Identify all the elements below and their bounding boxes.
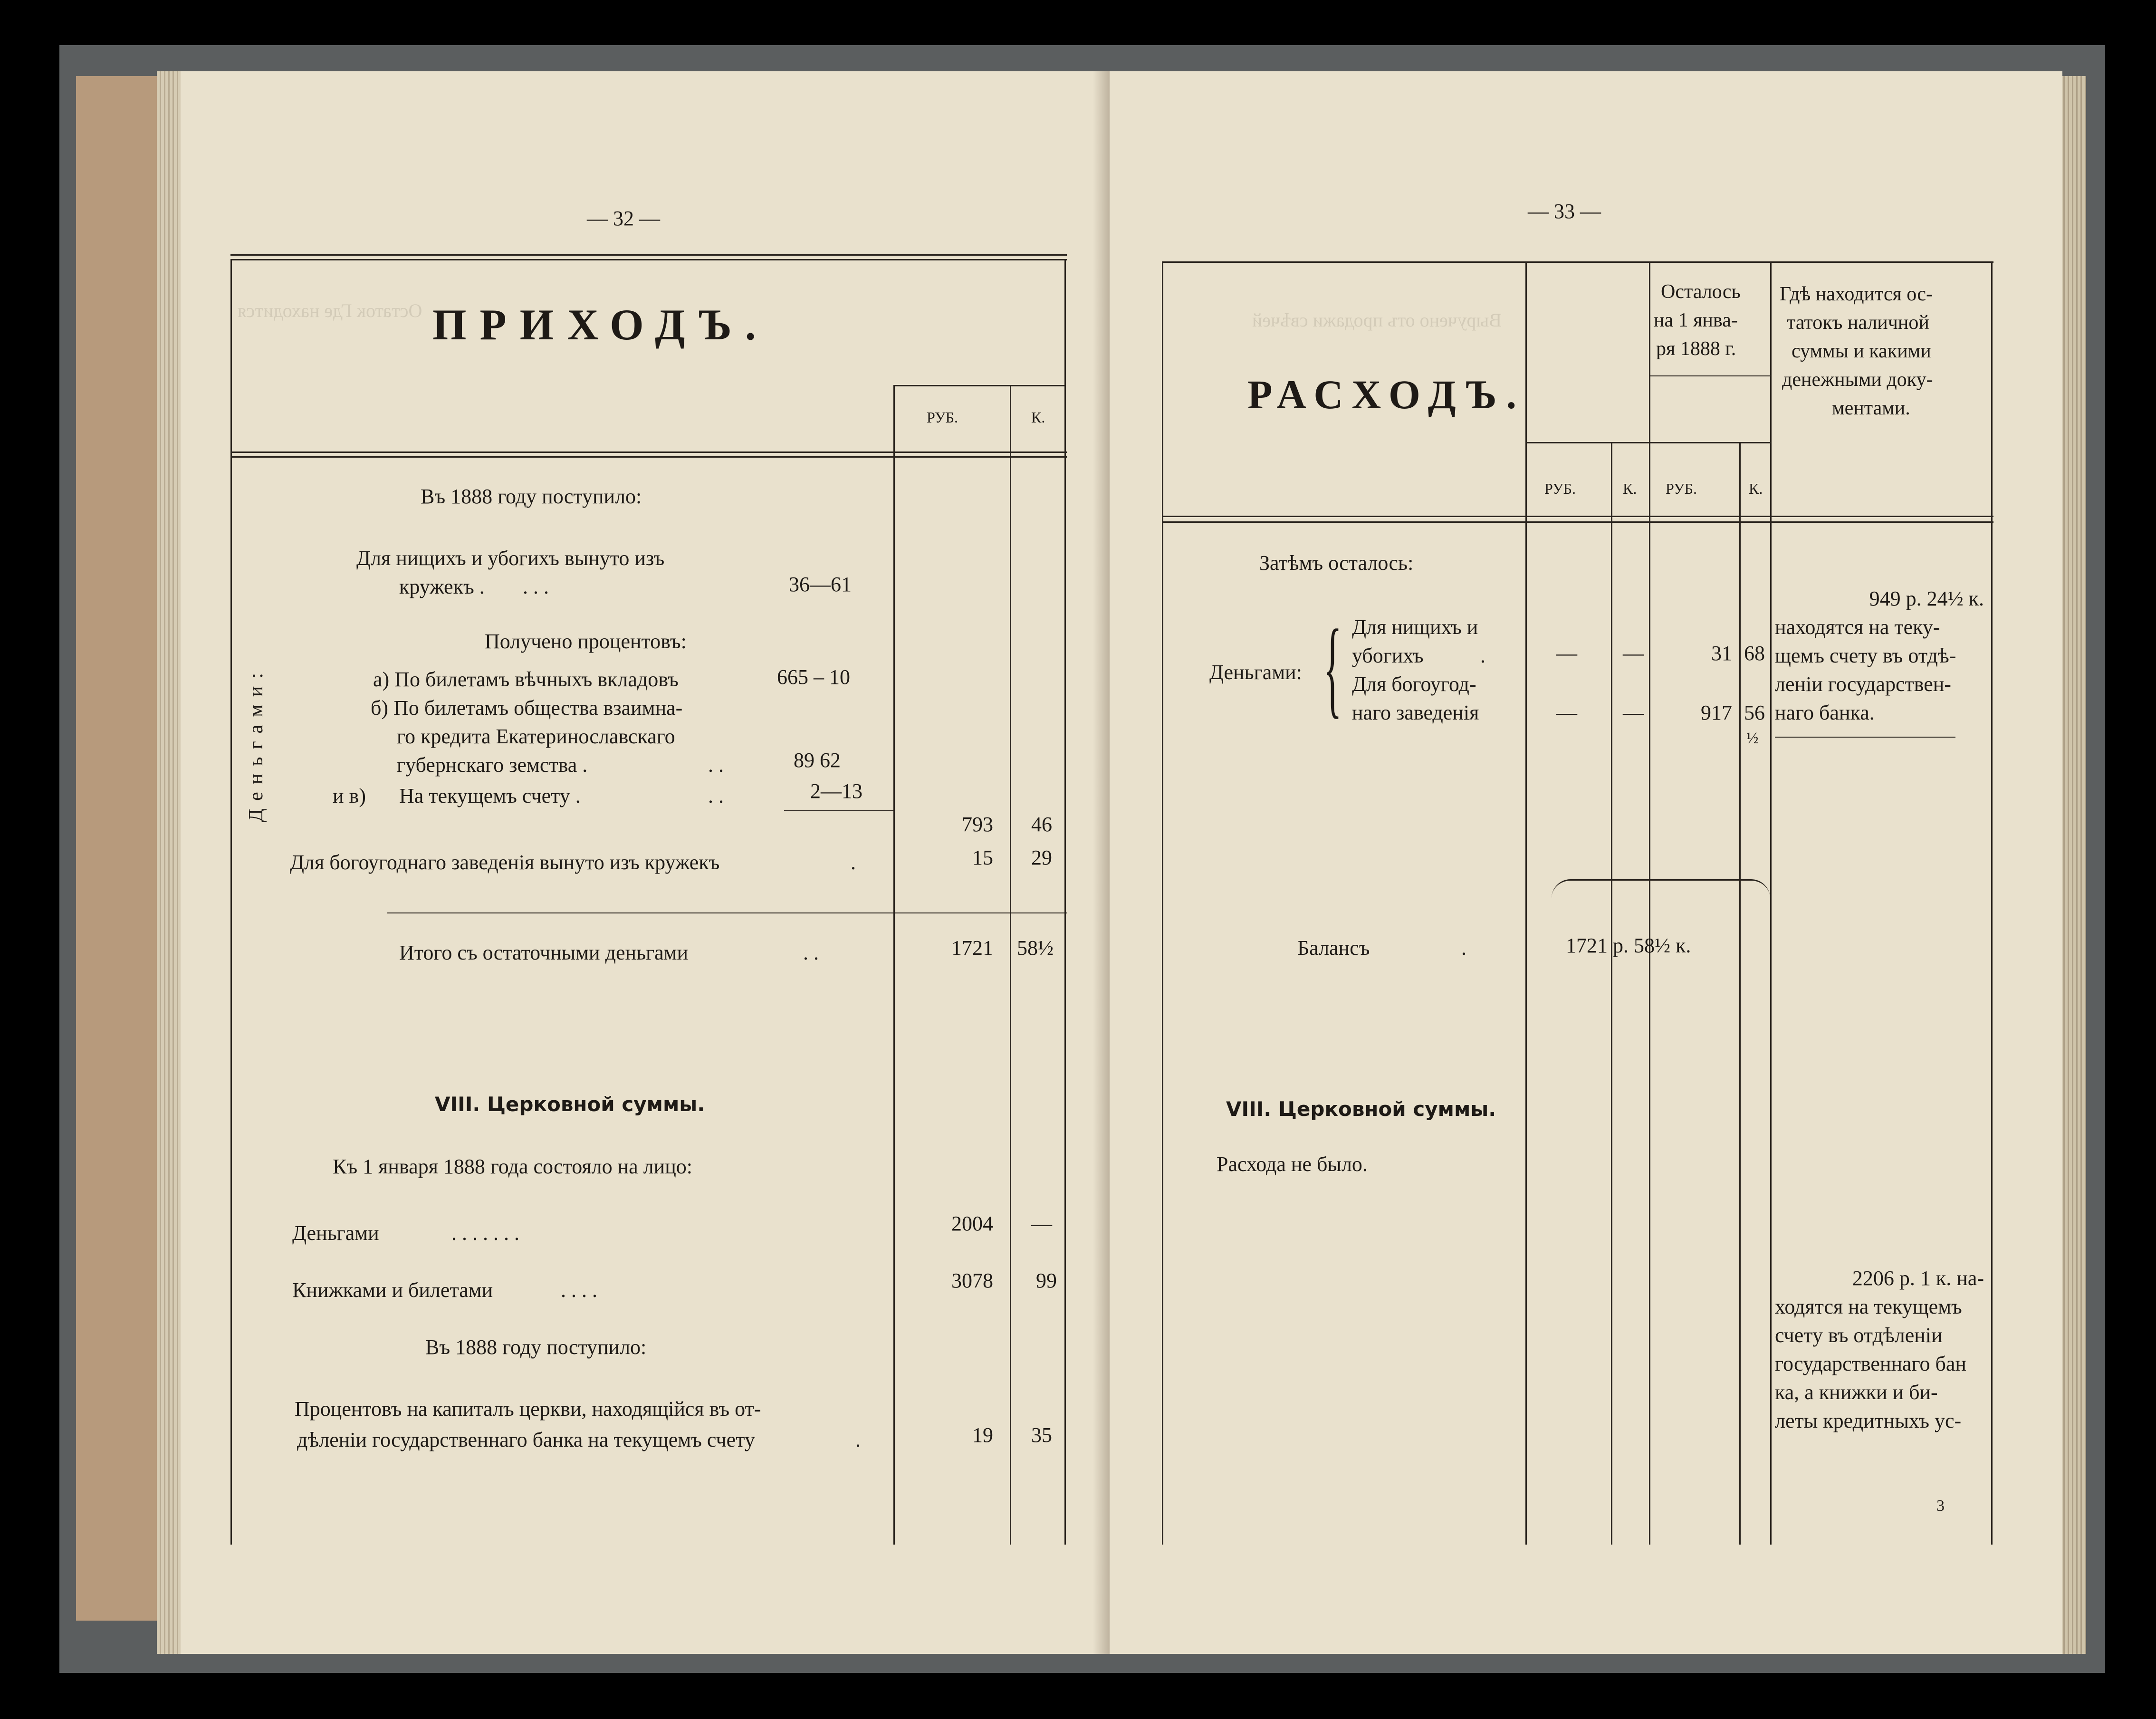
- page-number: — 33 —: [1528, 200, 1601, 223]
- income-heading: ПРИХОДЪ.: [432, 300, 769, 349]
- side-label-money: Деньгами:: [245, 665, 267, 822]
- line-a-amount: 665 – 10: [777, 665, 850, 689]
- signature-mark: 3: [1936, 1497, 1945, 1515]
- poor-kop: 68: [1744, 642, 1765, 665]
- poor-rub: 31: [1711, 642, 1732, 665]
- total-line: Итого съ остаточными деньгами: [399, 941, 689, 964]
- poor-line-2: кружекъ .: [399, 575, 485, 598]
- interest-line-2: дѣленіи государственнаго банка на текущемъ счету: [297, 1428, 755, 1451]
- right-page: Выручено отъ продажи свѣчей — 33 — РАСХОДЪ. Осталось на 1 янва- ря 1888 г. Гдѣ находится ос- татокъ наличной суммы и какими денежными доку- ментами. РУБ. К. РУБ. К. Затѣмъ осталось: Деньгами: { Для нищихъ и убогихъ . — — 31 68 Для богоугод- наго заведенія — — 917 56 ½ 949 р. 24½ к. находятся на теку- щемъ счету въ отдѣ- леніи государствен- наго банка. Балансъ . 1721 р. 58½ к. VIII. Церковной суммы. Расхода не было. 2206 р. 1 к. на- ходятся на текущемъ счету въ отдѣленіи государственнаго бан ка, а книжки и би- леты кредитныхъ ус- 3: [1110, 71, 2062, 1654]
- money-kop: —: [1031, 1212, 1052, 1235]
- books-line: Книжками и билетами: [292, 1278, 493, 1302]
- col-header-rub: РУБ.: [927, 409, 958, 426]
- no-expense: Расхода не было.: [1217, 1152, 1368, 1176]
- total-rub: 1721: [951, 936, 993, 960]
- poor-amount: 36—61: [789, 573, 852, 596]
- interest-kop: 35: [1031, 1423, 1052, 1447]
- where-1: 949 р. 24½ к.: [1869, 587, 1984, 610]
- brace: {: [1323, 607, 1342, 728]
- left-page: Остаток Где находится — 32 — ПРИХОДЪ. РУБ. К. Деньгами: Въ 1888 году поступило: Для нищихъ и убогихъ вынуто изъ кружекъ . . . . 36—61 Получено процентовъ: а) По билетамъ вѣчныхъ вкладовъ 665 – 10 б) По билетамъ общества взаимна- го кредита Екатеринославскаго губернскаго земства . . . 89 62 и в) На текущемъ счету . . . 2—13 793 46 Для богоугоднаго заведенія вынуто изъ кружекъ . 15 29 Итого съ остаточными деньгами . . 1721 58½ VIII. Церковной суммы. Къ 1 января 1888 года состояло на лицо: Деньгами . . . . . . . 2004 — Книжками и билетами . . . . 3078 99 Въ 1888 году поступило: Процентовъ на капиталъ церкви, находящійся въ от- дѣленіи государственнаго банка на текущемъ счету . 19 35: [181, 71, 1110, 1654]
- received-1888-2: Въ 1888 году поступило:: [425, 1335, 647, 1359]
- bleed-through-text: Выручено отъ продажи свѣчей: [1252, 309, 1502, 331]
- bleed-through-text: Остаток Где находится: [238, 300, 422, 321]
- page-number: — 32 —: [587, 207, 660, 230]
- col-header-rub-2: РУБ.: [1666, 480, 1697, 497]
- charity-kop: 29: [1031, 846, 1052, 869]
- money-rub: 2004: [951, 1212, 993, 1235]
- interest-received: Получено процентовъ:: [485, 630, 687, 653]
- received-1888: Въ 1888 году поступило:: [421, 485, 642, 508]
- books-rub: 3078: [951, 1269, 993, 1292]
- where2-1: 2206 р. 1 к. на-: [1852, 1267, 1984, 1290]
- line-b-amount: 89 62: [794, 749, 841, 772]
- line-a: а) По билетамъ вѣчныхъ вкладовъ: [373, 668, 679, 691]
- line-b-3: губернскаго земства .: [397, 753, 588, 777]
- section-viii-right: VIII. Церковной суммы.: [1226, 1097, 1496, 1121]
- book-spine: [76, 76, 169, 1621]
- money-label: Деньгами:: [1209, 661, 1302, 684]
- col-header-kop: К.: [1623, 480, 1637, 497]
- col-header-kop-2: К.: [1749, 480, 1763, 497]
- charity-rub: 917: [1701, 701, 1732, 724]
- balance-label: Балансъ: [1297, 936, 1370, 960]
- balance-value: 1721 р. 58½ к.: [1566, 934, 1691, 957]
- line-b-1: б) По билетамъ общества взаимна-: [371, 696, 683, 720]
- line-b-2: го кредита Екатеринославскаго: [397, 725, 675, 748]
- poor-line-1: Для нищихъ и убогихъ вынуто изъ: [356, 547, 665, 570]
- section-viii-left: VIII. Церковной суммы.: [435, 1093, 705, 1116]
- sum-rub: 793: [962, 813, 993, 836]
- line-c-amount: 2—13: [810, 779, 862, 803]
- interest-line-1: Процентовъ на капиталъ церкви, находящійся въ от-: [295, 1397, 761, 1421]
- charity-line: Для богоугоднаго заведенія вынуто изъ кружекъ: [290, 851, 720, 874]
- charity-kop: 56: [1744, 701, 1765, 724]
- books-kop: 99: [1036, 1269, 1057, 1292]
- interest-rub: 19: [972, 1423, 993, 1447]
- col-header-rub: РУБ.: [1544, 480, 1576, 497]
- expense-heading: РАСХОДЪ.: [1247, 372, 1526, 417]
- charity-rub: 15: [972, 846, 993, 869]
- col-header-kop: К.: [1031, 409, 1045, 426]
- balance-brace: [1552, 879, 1770, 900]
- jan1-line: Къ 1 января 1888 года состояло на лицо:: [333, 1155, 692, 1178]
- money-line: Деньгами: [292, 1221, 379, 1245]
- total-kop: 58½: [1017, 936, 1054, 960]
- sum-kop: 46: [1031, 813, 1052, 836]
- line-c: На текущемъ счету .: [399, 784, 581, 807]
- remained-label: Затѣмъ осталось:: [1259, 551, 1414, 575]
